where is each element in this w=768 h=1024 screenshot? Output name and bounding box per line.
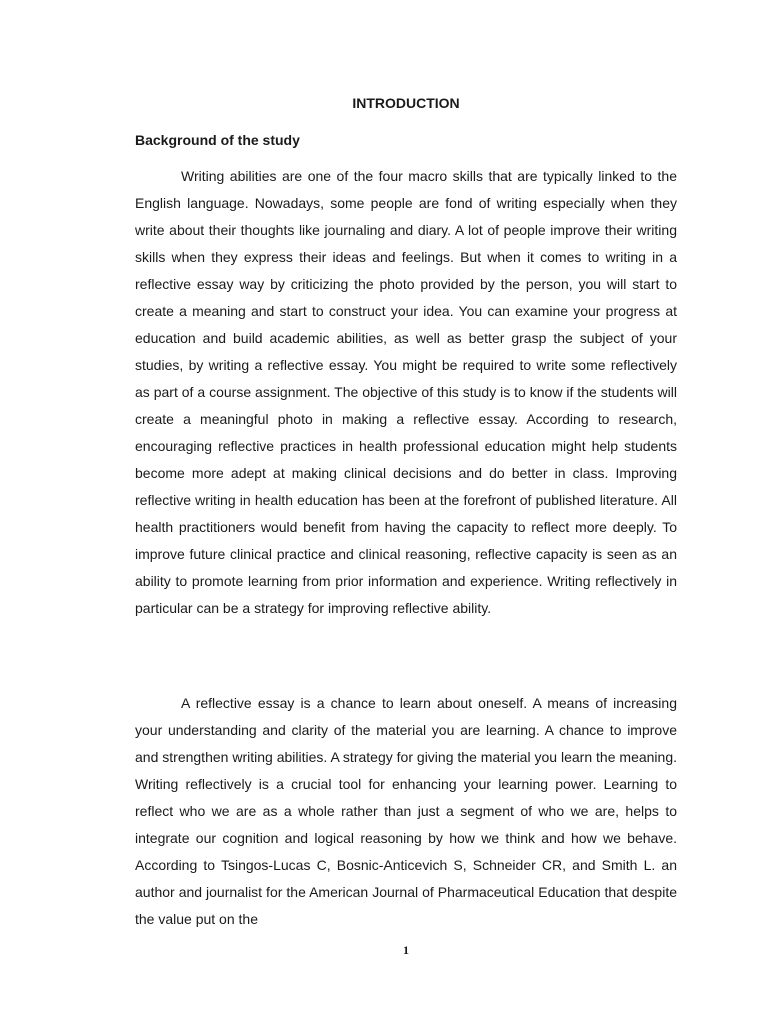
paragraph-2: A reflective essay is a chance to learn about oneself. A means of increasing your understanding and clarity of the material you are learning. A chance to improve and strengthen writing abilities. A strategy for giving the material you learn the meaning. Writing reflectively is a crucial tool for enhancing your learning power. Learning to reflect who we are as a whole rather than just a segment of who we are, helps to integrate our cognition and logical reasoning by how we think and how we behave. According to Tsingos-Lucas C, Bosnic-Anticevich S, Schneider CR, and Smith L. an author and journalist for the American Journal of Pharmaceutical Education that despite the value put on the (135, 695, 677, 927)
page-number: 1 (403, 943, 409, 957)
subsection-heading: Background of the study (135, 132, 300, 148)
section-heading: INTRODUCTION (352, 95, 460, 111)
paragraph-1: Writing abilities are one of the four macro skills that are typically linked to the English language. Nowadays, some people are fond of writing especially when they write about their thoughts like journaling and diary. A lot of people improve their writing skills when they express their ideas and feelings. But when it comes to writing in a reflective essay way by criticizing the photo provided by the person, you will start to create a meaning and start to construct your idea. You can examine your progress at education and build academic abilities, as well as better grasp the subject of your studies, by writing a reflective essay. You might be required to write some reflectively as part of a course assignment. The objective of this study is to know if the students will create a meaningful photo in making a reflective essay. According to research, encouraging reflective practices in health professional education might help students become more adept at making clinical decisions and do better in class. Improving reflective writing in health education has been at the forefront of published literature. All health practitioners would benefit from having the capacity to reflect more deeply. To improve future clinical practice and clinical reasoning, reflective capacity is seen as an ability to promote learning from prior information and experience. Writing reflectively in particular can be a strategy for improving reflective ability. (135, 168, 677, 616)
